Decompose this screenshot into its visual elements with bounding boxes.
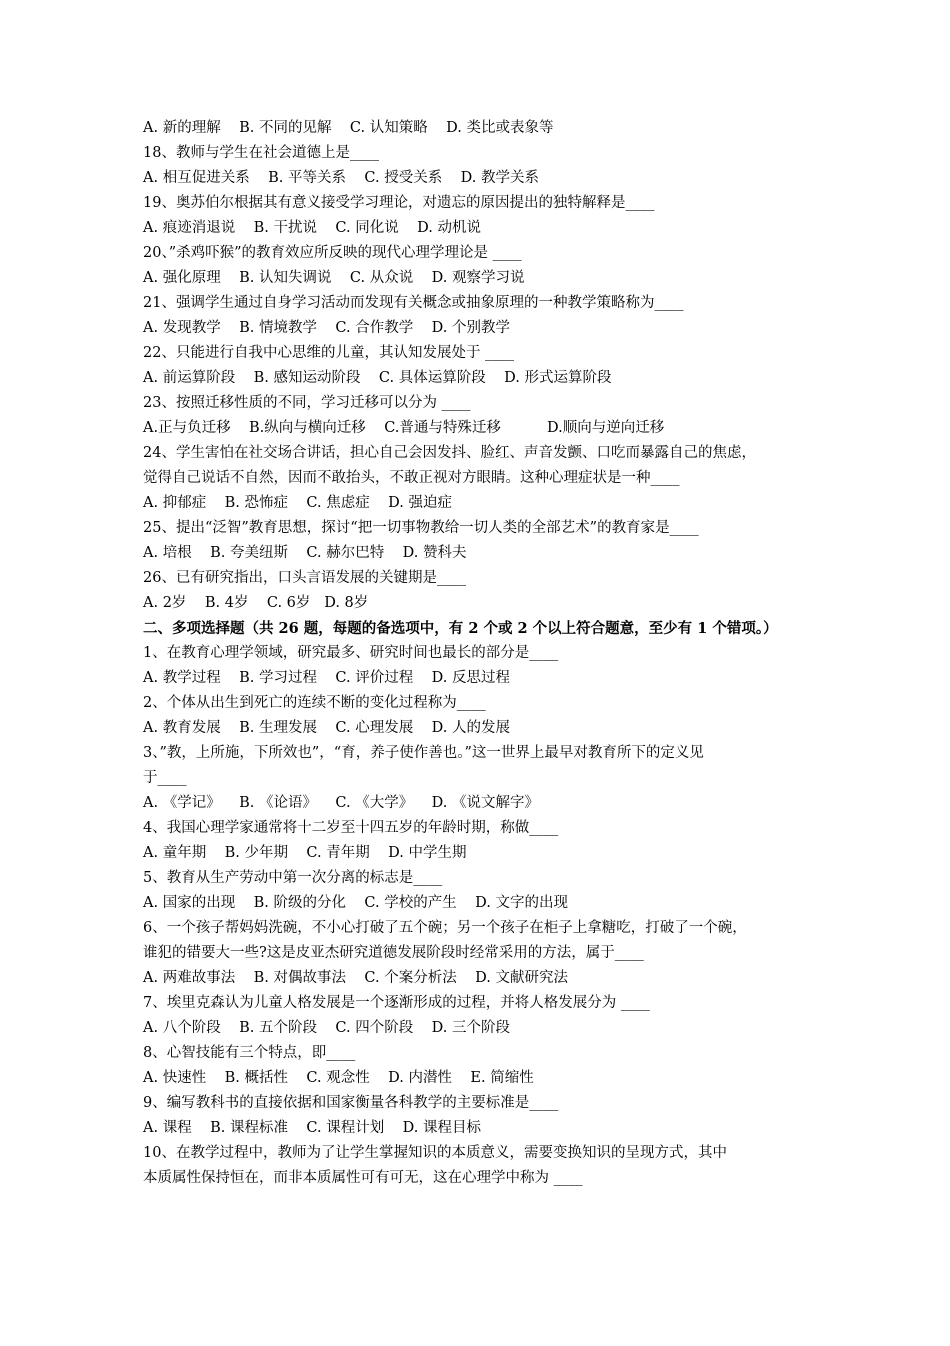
document-page xyxy=(143,116,833,1191)
option-line: A. 童年期 B. 少年期 C. 青年期 D. 中学生期 xyxy=(143,845,467,861)
question-line: 2、个体从出生到死亡的连续不断的变化过程称为____ xyxy=(143,695,486,711)
question-line: 7、埃里克森认为儿童人格发展是一个逐渐形成的过程，并将人格发展分为 ____ xyxy=(143,995,650,1011)
question-line: 谁犯的错要大一些?这是皮亚杰研究道德发展阶段时经常采用的方法，属于____ xyxy=(143,945,644,961)
question-line: 于____ xyxy=(143,770,187,786)
question-line: 1、在教育心理学领域，研究最多、研究时间也最长的部分是____ xyxy=(143,645,559,661)
option-line: A. 痕迹消退说 B. 干扰说 C. 同化说 D. 动机说 xyxy=(143,220,481,236)
question-line: 6、一个孩子帮妈妈洗碗，不小心打破了五个碗；另一个孩子在柜子上拿糖吃，打破了一个碗， xyxy=(143,920,747,936)
question-line: 20、”杀鸡吓猴”的教育效应所反映的现代心理学理论是 ____ xyxy=(143,245,522,261)
option-line: A. 教学过程 B. 学习过程 C. 评价过程 D. 反思过程 xyxy=(143,670,510,686)
question-line: 本质属性保持恒在，而非本质属性可有可无，这在心理学中称为 ____ xyxy=(143,1170,583,1186)
option-line: A. 相互促进关系 B. 平等关系 C. 授受关系 D. 教学关系 xyxy=(143,170,539,186)
question-line: 觉得自己说话不自然，因而不敢抬头，不敢正视对方眼睛。这种心理症状是一种____ xyxy=(143,470,680,486)
question-line: 5、教育从生产劳动中第一次分离的标志是____ xyxy=(143,870,443,886)
question-line: 19、奥苏伯尔根据其有意义接受学习理论，对遗忘的原因提出的独特解释是____ xyxy=(143,195,655,211)
option-line: A. 抑郁症 B. 恐怖症 C. 焦虑症 D. 强迫症 xyxy=(143,495,452,511)
option-line: A. 培根 B. 夸美纽斯 C. 赫尔巴特 D. 赞科夫 xyxy=(143,545,467,561)
question-line: 21、强调学生通过自身学习活动而发现有关概念或抽象原理的一种教学策略称为____ xyxy=(143,295,684,311)
question-line: 25、提出“泛智”教育思想，探讨“把一切事物教给一切人类的全部艺术”的教育家是____ xyxy=(143,520,699,536)
option-line: A.正与负迁移 B.纵向与横向迁移 C.普通与特殊迁移 D.顺向与逆向迁移 xyxy=(143,420,665,436)
option-line: A. 强化原理 B. 认知失调说 C. 从众说 D. 观察学习说 xyxy=(143,270,525,286)
option-line: A. 新的理解 B. 不同的见解 C. 认知策略 D. 类比或表象等 xyxy=(143,120,554,136)
question-line: 8、心智技能有三个特点，即____ xyxy=(143,1045,356,1061)
question-line: 4、我国心理学家通常将十二岁至十四五岁的年龄时期，称做____ xyxy=(143,820,559,836)
option-line: A. 国家的出现 B. 阶级的分化 C. 学校的产生 D. 文字的出现 xyxy=(143,895,568,911)
question-line: 18、教师与学生在社会道德上是____ xyxy=(143,145,379,161)
question-line: 9、编写教科书的直接依据和国家衡量各科教学的主要标准是____ xyxy=(143,1095,559,1111)
option-line: A. 2岁 B. 4岁 C. 6岁 D. 8岁 xyxy=(143,595,369,611)
option-line: A. 发现教学 B. 情境教学 C. 合作教学 D. 个别教学 xyxy=(143,320,510,336)
question-line: 3、”教，上所施，下所效也”，“育，养子使作善也。”这一世界上最早对教育所下的定义见 xyxy=(143,745,704,761)
question-line: 24、学生害怕在社交场合讲话，担心自己会因发抖、脸红、声音发颤、口吃而暴露自己的焦虑， xyxy=(143,445,756,461)
question-line: 22、只能进行自我中心思维的儿童，其认知发展处于 ____ xyxy=(143,345,515,361)
question-line: 10、在教学过程中，教师为了让学生掌握知识的本质意义，需要变换知识的呈现方式，其中 xyxy=(143,1145,727,1161)
option-line: A. 两难故事法 B. 对偶故事法 C. 个案分析法 D. 文献研究法 xyxy=(143,970,568,986)
option-line: A. 八个阶段 B. 五个阶段 C. 四个阶段 D. 三个阶段 xyxy=(143,1020,510,1036)
option-line: A. 《学记》 B. 《论语》 C. 《大学》 D. 《说文解字》 xyxy=(143,795,539,811)
option-line: A. 前运算阶段 B. 感知运动阶段 C. 具体运算阶段 D. 形式运算阶段 xyxy=(143,370,612,386)
option-line: A. 快速性 B. 概括性 C. 观念性 D. 内潜性 E. 简缩性 xyxy=(143,1070,534,1086)
question-line: 26、已有研究指出，口头言语发展的关键期是____ xyxy=(143,570,466,586)
option-line: A. 教育发展 B. 生理发展 C. 心理发展 D. 人的发展 xyxy=(143,720,510,736)
question-line: 23、按照迁移性质的不同，学习迁移可以分为 ____ xyxy=(143,395,471,411)
section-heading: 二、多项选择题（共 26 题，每题的备选项中，有 2 个或 2 个以上符合题意，至少有 1 个错项。） xyxy=(143,620,778,637)
option-line: A. 课程 B. 课程标准 C. 课程计划 D. 课程目标 xyxy=(143,1120,481,1136)
